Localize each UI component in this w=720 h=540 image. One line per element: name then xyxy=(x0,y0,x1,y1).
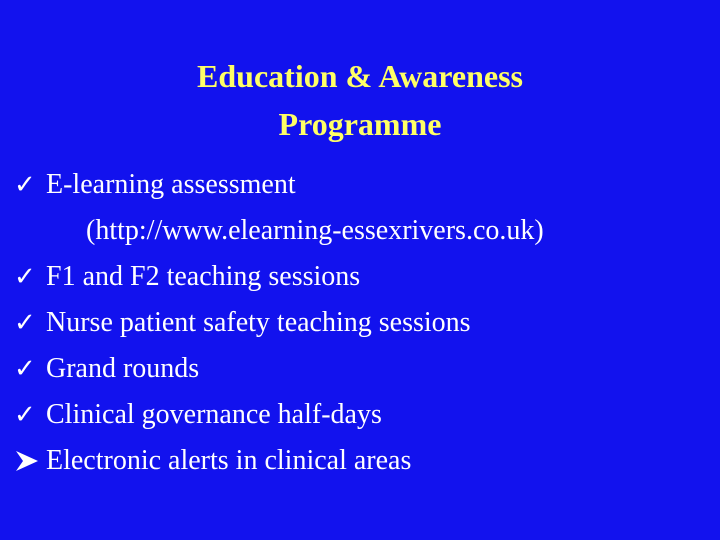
checkmark-icon: ✓ xyxy=(14,354,36,383)
slide-title xyxy=(0,52,720,148)
bullet-text: F1 and F2 teaching sessions xyxy=(46,261,361,292)
checkmark-icon: ✓ xyxy=(14,170,36,199)
bullet-item-elearning xyxy=(14,162,714,208)
bullet-list xyxy=(14,162,714,484)
bullet-text: Clinical governance half-days xyxy=(46,399,382,430)
bullet-item-grand-rounds xyxy=(14,346,714,392)
bullet-text: E-learning assessment xyxy=(46,169,296,200)
title-line-1: Education & Awareness xyxy=(197,58,523,94)
bullet-text: Electronic alerts in clinical areas xyxy=(46,445,412,476)
checkmark-icon: ✓ xyxy=(14,400,36,429)
bullet-item-alerts xyxy=(14,438,714,484)
bullet-item-f1f2 xyxy=(14,254,714,300)
title-line-2: Programme xyxy=(278,106,442,142)
bullet-item-governance xyxy=(14,392,714,438)
checkmark-icon: ✓ xyxy=(14,262,36,291)
bullet-text: Nurse patient safety teaching sessions xyxy=(46,307,471,338)
checkmark-icon: ✓ xyxy=(14,308,36,337)
arrow-bullet-icon xyxy=(14,438,46,484)
bullet-item-url xyxy=(14,208,714,254)
bullet-text: Grand rounds xyxy=(46,353,200,384)
bullet-item-nurse xyxy=(14,300,714,346)
bullet-url-text: (http://www.elearning-essexrivers.co.uk) xyxy=(86,215,544,246)
